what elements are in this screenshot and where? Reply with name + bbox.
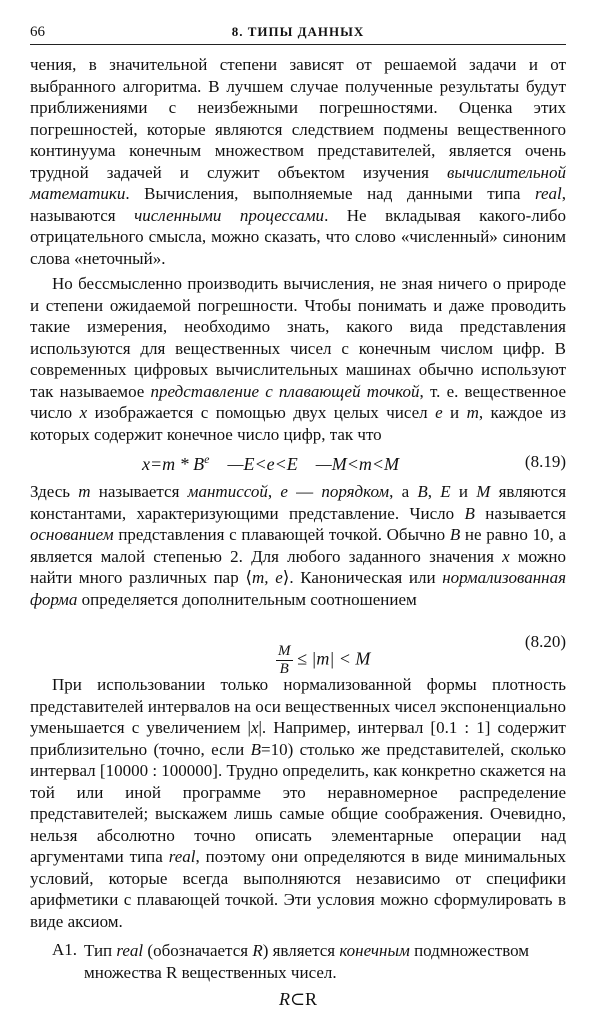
text-run: Но бессмысленно производить вычисления, не зная ничего о природе и степени ожидаемой погрешности. Чтобы понимать и даже проводить такие измерения, необходимо знать, какого вида представления используются для вещественных чисел с конечным числом цифр. В современных цифровых вычислительных машинах обычно используют так называемое bbox=[30, 274, 566, 401]
emphasis-text: M bbox=[476, 482, 491, 501]
axiom-label: A1. bbox=[52, 940, 78, 959]
equation-formula: $\frac{M}{B}$ ≤ |m| < M bbox=[278, 643, 371, 677]
running-title: 8. ТИПЫ ДАННЫХ bbox=[231, 24, 365, 39]
text-run: не равно 10, а является малой степенью 2. Для любого заданного значения bbox=[30, 525, 567, 566]
text-run: , каждое из которых содержит конечное число цифр, так что bbox=[30, 403, 566, 444]
emphasis-text: R bbox=[252, 941, 263, 960]
emphasis-text: численными процессами bbox=[134, 205, 325, 225]
text-run: , bbox=[427, 482, 441, 501]
text-run: чения, в значительной степени зависят от решаемой задачи и от выбранного алгоритма. В лучшем случае полученные результаты будут приближениями с неизбежными погрешностями. Оценка этих погрешностей, которые являются следствием подмены вещественного континуума конечным множеством представителей, является очень трудной задачей и служит объектом изучения bbox=[30, 55, 566, 182]
emphasis-text: вычислительной математики bbox=[30, 162, 566, 203]
text-run: ⟩. Каноническая или bbox=[282, 568, 443, 587]
emphasis-text: e bbox=[280, 482, 288, 501]
text-run: (обозначается bbox=[143, 941, 253, 960]
emphasis-text: m bbox=[78, 482, 91, 501]
axiom-text bbox=[84, 940, 566, 983]
emphasis-text: m, e bbox=[252, 568, 283, 587]
paragraph-floating-point bbox=[30, 273, 566, 445]
text-run: Здесь bbox=[30, 482, 79, 501]
text-run: . Вычисления, выполняемые над данными типа bbox=[125, 184, 535, 203]
text-run: — bbox=[287, 482, 322, 501]
text-run: , называются bbox=[30, 184, 566, 225]
text-run: , а bbox=[389, 482, 418, 501]
emphasis-text: B bbox=[250, 739, 261, 759]
emphasis-text: представление с плавающей точкой bbox=[150, 381, 420, 401]
text-run: При использовании только нормализованной формы плотность представителей интервалов на оси вещественных чисел экспоненциально уменьшается с увеличением | bbox=[30, 675, 566, 737]
text-run: и bbox=[442, 403, 467, 422]
text-run: |. Например, интервал [0.1 : 1] содержит приблизительно (точно, если bbox=[30, 718, 566, 759]
fraction: $\frac{M}{B}$ bbox=[278, 643, 291, 677]
text-run: и bbox=[450, 482, 477, 501]
text-run: являются константами, характеризующими представление. Число bbox=[30, 482, 567, 523]
equation-number: (8.20) bbox=[524, 632, 566, 651]
equation-number: (8.19) bbox=[524, 452, 566, 471]
emphasis-text: E bbox=[440, 482, 451, 501]
page-body bbox=[30, 54, 566, 1010]
text-run: ) является bbox=[262, 941, 340, 960]
emphasis-text: x bbox=[502, 546, 510, 566]
text-run: , т. е. вещественное число bbox=[30, 381, 566, 422]
emphasis-text: порядком bbox=[321, 482, 390, 501]
emphasis-text: real bbox=[168, 847, 196, 866]
emphasis-text: конечным bbox=[339, 941, 410, 960]
page-number: 66 bbox=[30, 24, 45, 40]
emphasis-text: m bbox=[466, 403, 479, 422]
page-header bbox=[30, 22, 566, 45]
equation-8-19 bbox=[30, 451, 566, 475]
emphasis-text: мантиссой bbox=[187, 482, 268, 501]
text-run: , поэтому они определяются в виде минимальных условий, которые всегда выполняются независимо от специфики арифметики с плавающей точкой. Эти условия можно сформулировать в виде аксиом. bbox=[30, 847, 566, 931]
axiom-a1 bbox=[30, 940, 566, 983]
emphasis-text: B bbox=[449, 525, 461, 544]
equation-8-20 bbox=[30, 618, 566, 677]
text-run: . Не вкладывая какого-либо отрицательного смысла, можно сказать, что слово «численный» синоним слова «неточный». bbox=[30, 205, 566, 268]
axiom-formula: R⊂R bbox=[278, 989, 318, 1009]
text-run: называется bbox=[90, 482, 188, 501]
text-run: , bbox=[267, 482, 281, 501]
text-run: представления с плавающей точкой. Обычно bbox=[113, 525, 450, 544]
text-run: Тип bbox=[84, 941, 117, 960]
text-run: =10) столько же представителей, сколько интервал [10000 : 100000]. Трудно определить, как конкретно скажется на той или иной программе это неравномерное распределение представителей; выскажем лишь самые общие соображения. Очевидно, нельзя абсолютно точно описать элементарные операции над аргументами типа bbox=[30, 739, 566, 866]
emphasis-text: B bbox=[464, 503, 475, 523]
text-run: можно найти много различных пар ⟨ bbox=[30, 546, 567, 587]
emphasis-text: e bbox=[435, 403, 443, 422]
emphasis-text: real bbox=[534, 184, 562, 203]
emphasis-text: x bbox=[79, 403, 88, 422]
emphasis-text: real bbox=[116, 941, 144, 960]
emphasis-text: B bbox=[417, 482, 428, 501]
paragraph-mantissa bbox=[30, 481, 566, 610]
text-run: изображается с помощью двух целых чисел bbox=[87, 403, 436, 422]
text-run: подмножеством множества R вещественных чисел. bbox=[84, 941, 530, 982]
text-run: называется bbox=[474, 503, 566, 523]
text-run: определяется дополнительным соотношением bbox=[77, 589, 417, 609]
equation-formula: $x=m * B^e$ —E<e<E —M<m<M bbox=[142, 452, 400, 474]
emphasis-text: нормализованная форма bbox=[30, 568, 566, 609]
emphasis-text: основанием bbox=[30, 525, 114, 544]
emphasis-text: x bbox=[250, 718, 259, 737]
paragraph-normalized bbox=[30, 674, 566, 932]
paragraph-continued bbox=[30, 54, 566, 269]
